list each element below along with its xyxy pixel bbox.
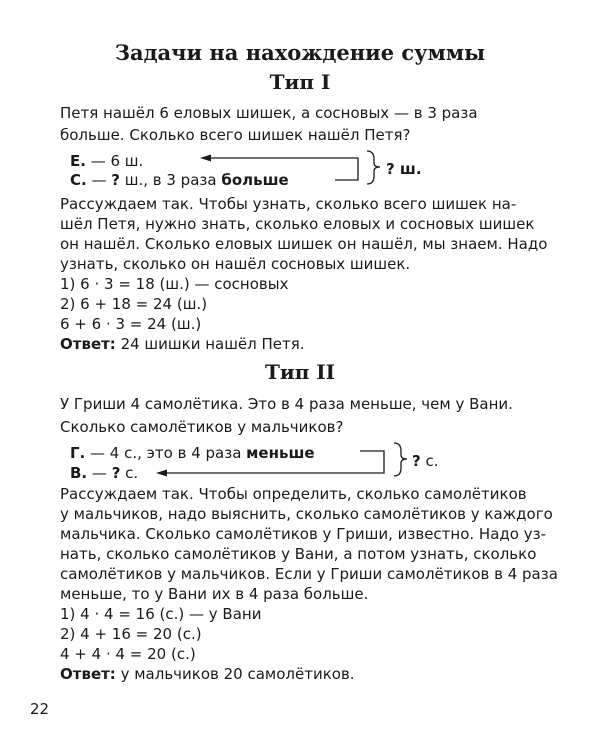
type2-scheme-total xyxy=(412,452,439,470)
type1-step: 6 + 6 · 3 = 24 (ш.) xyxy=(60,315,202,333)
type2-step: 2) 4 + 16 = 20 (с.) xyxy=(60,625,202,643)
type1-reasoning-line: узнать, сколько он нашёл сосновых шишек. xyxy=(60,255,411,273)
type2-scheme-brace xyxy=(394,443,407,476)
scheme-question: ? xyxy=(412,452,421,470)
scheme-text: — 4 с., это в 4 раза xyxy=(85,444,247,462)
scheme-text: ш., в 3 раза xyxy=(119,171,222,189)
scheme-text: — xyxy=(87,464,112,482)
type2-problem-line: Сколько самолётиков у мальчиков? xyxy=(60,418,344,436)
type2-reasoning-line: Рассуждаем так. Чтобы определить, сколько самолётиков xyxy=(60,485,527,503)
scheme-question: ? xyxy=(111,171,120,189)
type2-reasoning-line: меньше, то у Вани их в 4 раза больше. xyxy=(60,585,369,603)
type1-reasoning-line: Рассуждаем так. Чтобы узнать, сколько всего шишек на- xyxy=(60,195,517,213)
answer-label: Ответ: xyxy=(60,335,116,353)
answer-text: 24 шишки нашёл Петя. xyxy=(115,335,305,353)
type2-step: 1) 4 · 4 = 16 (с.) — у Вани xyxy=(60,605,262,623)
page-number: 22 xyxy=(30,700,50,718)
scheme-label: В. xyxy=(70,464,88,482)
type1-problem-line: больше. Сколько всего шишек нашёл Петя? xyxy=(60,126,411,144)
type2-reasoning-line: у мальчиков, надо выяснить, сколько самолётиков у каждого xyxy=(60,505,553,523)
type2-problem-line: У Гриши 4 самолётика. Это в 4 раза меньше, чем у Вани. xyxy=(60,395,513,413)
type1-step: 2) 6 + 18 = 24 (ш.) xyxy=(60,295,208,313)
type1-reasoning-line: он нашёл. Сколько еловых шишек он нашёл, мы знаем. Надо xyxy=(60,235,548,253)
scheme-text: — xyxy=(86,171,112,189)
type1-heading: Тип I xyxy=(269,70,331,94)
page-title: Задачи на нахождение суммы xyxy=(114,40,486,65)
scheme-emphasis: больше xyxy=(221,171,289,189)
scheme-label: Г. xyxy=(70,444,86,462)
scheme-text: с. xyxy=(420,452,439,470)
type1-reasoning-line: шёл Петя, нужно знать, сколько еловых и сосновых шишек xyxy=(60,215,535,233)
scheme-text: — 6 ш. xyxy=(85,152,144,170)
type1-step: 1) 6 · 3 = 18 (ш.) — сосновых xyxy=(60,275,289,293)
scheme-text: с. xyxy=(120,464,139,482)
type2-reasoning-line: самолётиков у мальчиков. Если у Гриши самолётиков в 4 раза xyxy=(60,565,558,583)
type1-problem-line: Петя нашёл 6 еловых шишек, а сосновых — в 3 раза xyxy=(60,104,478,122)
type2-heading: Тип II xyxy=(264,360,336,384)
type1-scheme-total: ? ш. xyxy=(386,160,422,178)
type2-reasoning-line: мальчика. Сколько самолётиков у Гриши, известно. Надо уз- xyxy=(60,525,546,543)
scheme-emphasis: меньше xyxy=(246,444,315,462)
scheme-label: С. xyxy=(70,171,87,189)
type2-reasoning-line: нать, сколько самолётиков у Вани, а потом узнать, сколько xyxy=(60,545,537,563)
answer-label: Ответ: xyxy=(60,665,116,683)
answer-text: у мальчиков 20 самолётиков. xyxy=(115,665,355,683)
scheme-question: ? xyxy=(111,464,121,482)
type2-step: 4 + 4 · 4 = 20 (с.) xyxy=(60,645,196,663)
scheme-label: Е. xyxy=(70,152,86,170)
type2-answer xyxy=(60,665,355,683)
